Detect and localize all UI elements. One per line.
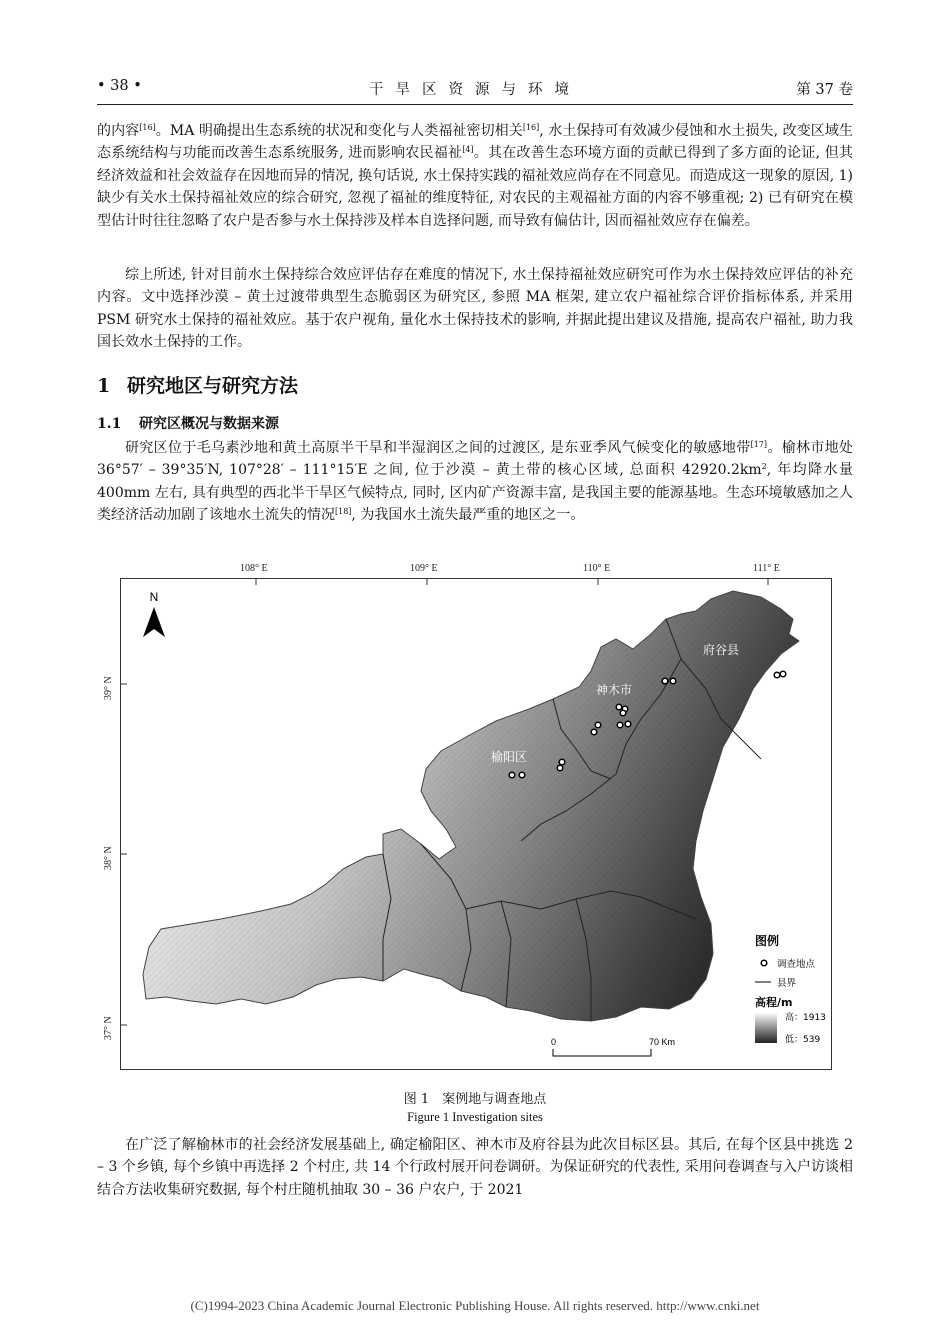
lon-tick-109: 109° E <box>410 563 438 574</box>
lat-tick-39: 39° N <box>103 676 114 700</box>
text-run: , 为我国水土流失最严重的地区之一。 <box>351 507 585 524</box>
citation[interactable]: [18] <box>335 507 352 517</box>
section-heading-1 <box>97 371 298 398</box>
page-number: • 38 • <box>97 78 142 94</box>
lat-tick-37: 37° N <box>103 1016 114 1040</box>
citation[interactable]: [17] <box>750 440 767 449</box>
running-header <box>97 78 853 102</box>
survey-site[interactable] <box>509 772 515 778</box>
place-label-shenmu: 神木市 <box>596 683 633 697</box>
section-title: 研究地区与研究方法 <box>127 375 299 397</box>
survey-site[interactable] <box>625 721 631 727</box>
place-label-fugu: 府谷县 <box>703 643 740 657</box>
citation[interactable]: [16] <box>139 123 156 132</box>
survey-site[interactable] <box>519 772 525 778</box>
lon-tick-111: 111° E <box>753 563 780 574</box>
copyright-footer: (C)1994-2023 China Academic Journal Electronic Publishing House. All rights reserved. http://www.cnki.net <box>190 1298 760 1313</box>
survey-site[interactable] <box>616 704 622 710</box>
scale-max: 70 Km <box>649 1037 676 1047</box>
lon-tick-108: 108° E <box>240 563 268 574</box>
scale-zero: 0 <box>551 1037 557 1047</box>
citation[interactable]: [16] <box>522 123 540 132</box>
volume-label: 第 37 卷 <box>796 82 853 98</box>
scale-bar <box>551 1037 675 1056</box>
text-run: , 水土保持可有效减少侵蚀和水土损失, 改变区域生态系统结构与功能而改善生态系统服务, 进而影响农民福祉 <box>97 123 853 162</box>
paragraph-2: 综上所述, 针对目前水土保持综合效应评估存在难度的情况下, 水土保持福祉效应研究可作为水土保持效应评估的补充内容。文中选择沙漠 – 黄土过渡带典型生态脆弱区为研究区, 参照 MA 框架, 建立农户福祉综合评价指标体系, 并采用 PSM 研究水土保持的福祉效应。基于农户视角, 量化水土保持技术的影响, 并据此提出建议及措施, 提高农户福祉, 助力我国长效水土保持的工作。 <box>97 267 853 351</box>
legend-low-label: 低：539 <box>785 1035 821 1045</box>
survey-site[interactable] <box>662 678 668 684</box>
place-label-yuyang: 榆阳区 <box>491 750 528 764</box>
legend-elevation-title: 高程/m <box>755 996 793 1009</box>
header-rule <box>97 104 853 105</box>
subsection-number: 1.1 <box>97 416 122 432</box>
text-run: 。榆林市地处 36°57′ – 39°35′N, 107°28′ – 111°15′E 之间, 位于沙漠 – 黄土带的核心区域, 总面积 42920.2km <box>97 440 854 479</box>
north-arrow <box>143 590 165 637</box>
survey-site[interactable] <box>591 729 597 735</box>
survey-site[interactable] <box>557 765 563 771</box>
legend-boundary-label: 县界 <box>777 978 797 989</box>
legend-title: 图例 <box>755 934 780 948</box>
map-svg <box>121 579 831 1069</box>
subsection-title: 研究区概况与数据来源 <box>139 416 279 432</box>
section-number: 1 <box>97 375 111 397</box>
text-run: , 年均降水量 400mm 左右, 具有典型的西北半干旱区气候特点, 同时, 区内矿产资源丰富, 是我国主要的能源基地。生态环境敏感加之人类经济活动加剧了该地水土流失的情况 <box>97 462 854 524</box>
survey-site[interactable] <box>620 710 626 716</box>
survey-site[interactable] <box>559 759 565 765</box>
legend-site-label: 调查地点 <box>777 959 816 970</box>
figure-caption-en: Figure 1 Investigation sites <box>407 1110 543 1124</box>
journal-title: 干旱区资源与环境 <box>369 82 581 98</box>
text-run: 。MA 明确提出生态系统的状况和变化与人类福祉密切相关 <box>155 123 523 139</box>
superscript: 2 <box>761 462 767 472</box>
section-heading-1-1 <box>97 413 279 433</box>
legend-high-label: 高：1913 <box>785 1013 826 1023</box>
elevation-ramp <box>755 1013 777 1043</box>
survey-site[interactable] <box>670 678 676 684</box>
legend <box>755 933 826 1045</box>
survey-site[interactable] <box>617 722 623 728</box>
survey-site[interactable] <box>780 671 786 677</box>
survey-site[interactable] <box>595 722 601 728</box>
paragraph-3 <box>97 437 853 527</box>
paragraph-4: 在广泛了解榆林市的社会经济发展基础上, 确定榆阳区、神木市及府谷县为此次目标区县。其后, 在每个区县中挑选 2 – 3 个乡镇, 每个乡镇中再选择 2 个村庄, 共 14 个行政村展开问卷调研。为保证研究的代表性, 采用问卷调查与入户访谈相结合方法收集研究数据, 每个村庄随机抽取 30 – 36 户农户, 于 2021 <box>97 1137 853 1198</box>
text-run: 研究区位于毛乌素沙地和黄土高原半干旱和半湿润区之间的过渡区, 是东亚季风气候变化的敏感地带 <box>125 440 751 456</box>
map-figure <box>120 578 832 1070</box>
north-label: N <box>149 590 159 604</box>
lon-tick-110: 110° E <box>583 563 611 574</box>
text-run: 。其在改善生态环境方面的贡献已得到了多方面的论证, 但其经济效益和社会效益存在因地而异的情况, 换句话说, 水土保持实践的福祉效应尚存在不同意见。而造成这一现象的原因, 1) 缺少有关水土保持福祉效应的综合研究, 忽视了福祉的维度特征, 对农民的主观福祉方面的内容不够重视; 2) 已有研究在模型估计时往往忽略了农户是否参与水土保持涉及样本自选择问题, 而导致有偏估计, 因而福祉效应存在偏差。 <box>97 145 853 229</box>
survey-site[interactable] <box>774 672 780 678</box>
figure-caption-cn: 图 1 案例地与调查地点 <box>403 1092 547 1107</box>
text-run: 的内容 <box>97 123 140 139</box>
citation[interactable]: [4] <box>462 145 474 155</box>
paragraph-1 <box>97 120 853 232</box>
lat-tick-38: 38° N <box>103 846 114 870</box>
